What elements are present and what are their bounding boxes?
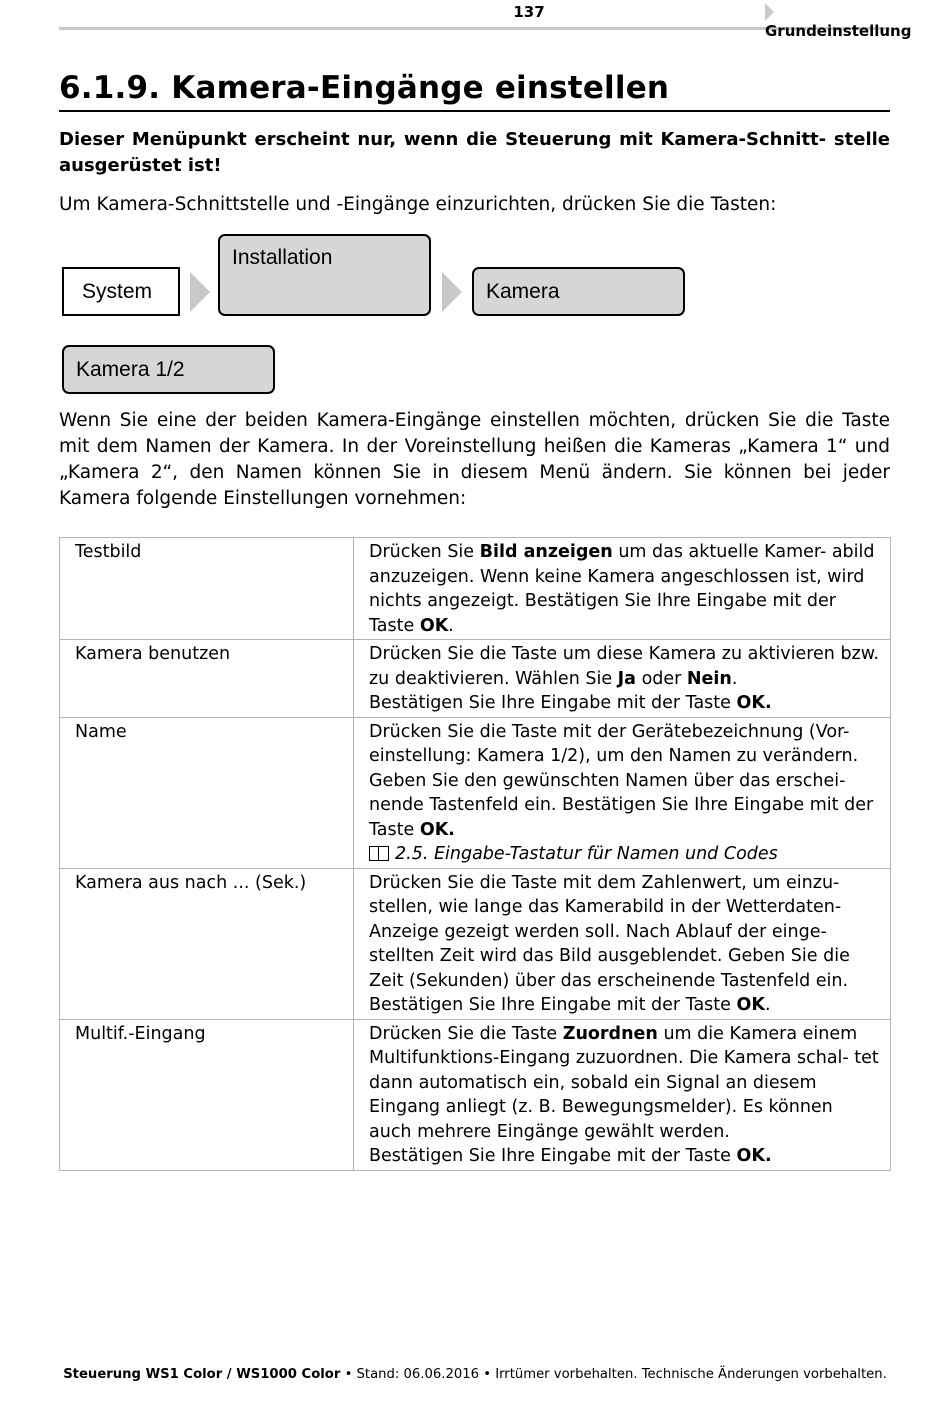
section-label xyxy=(765,3,911,40)
table-row xyxy=(60,538,891,640)
setting-label: Multif.-Eingang xyxy=(60,1019,354,1170)
setting-label: Kamera aus nach ... (Sek.) xyxy=(60,868,354,1019)
system-button-label: System xyxy=(82,280,153,303)
body-text: Wenn Sie eine der beiden Kamera-Eingänge einstellen möchten, drücken Sie die Taste mit dem Namen der Kamera. In der Voreinstellung heißen die Kameras „Kamera 1“ und „Kamera 2“, den Namen können Sie in diesem Menü ändern. Sie können bei jeder Kamera folgende Einstellungen vornehmen: xyxy=(59,410,890,509)
description-bold: Zuordnen xyxy=(562,1023,658,1044)
setting-label: Name xyxy=(60,717,354,868)
description-text: Drücken Sie die Taste mit dem Zahlenwert, um einzu- stellen, wie lange das Kamerabild in der Wetterdaten- Anzeige gezeigt werden soll. Nach Ablauf der einge- stellten Zeit wird das Bild ausgeblendet. Geben Sie die Zeit (Sekunden) über das erscheinende Tastenfeld ein. Bestätigen Sie Ihre Eingabe mit der Taste xyxy=(369,872,850,1015)
kamera-1-2-button-label: Kamera 1/2 xyxy=(76,358,185,381)
cross-reference xyxy=(369,844,778,864)
installation-button-label: Installation xyxy=(232,246,333,269)
description-text: oder xyxy=(636,668,687,689)
setting-description xyxy=(354,640,891,718)
arrow-right-icon xyxy=(442,272,462,312)
description-bold: Bild anzeigen xyxy=(479,542,613,562)
kamera-1-2-button xyxy=(62,345,275,394)
description-text: Bestätigen Sie Ihre Eingabe mit der Taste xyxy=(369,1146,737,1166)
system-button xyxy=(62,267,180,316)
kamera-button-label: Kamera xyxy=(486,280,560,303)
setting-label: Kamera benutzen xyxy=(60,640,354,718)
page-footer xyxy=(0,1367,950,1382)
setting-description xyxy=(354,1019,891,1170)
page-number: 137 xyxy=(513,3,545,21)
table-row xyxy=(60,640,891,718)
description-text: Drücken Sie die Taste xyxy=(369,1023,563,1044)
description-text: . xyxy=(764,995,771,1015)
footer-product: Steuerung WS1 Color / WS1000 Color xyxy=(63,1367,341,1382)
description-text: um die Kamera einem Multifunktions-Eingang zuzuordnen. Die Kamera schal- tet dann automatisch ein, sobald ein Signal an diesem Eingang anliegt (z. B. Bewegungsmelder). Es können auch mehrere Eingänge gewählt werden. xyxy=(369,1023,879,1142)
intro-text: Um Kamera-Schnittstelle und -Eingänge einzurichten, drücken Sie die Tasten: xyxy=(59,194,777,215)
reference-text: 2.5. Eingabe-Tastatur für Namen und Codes xyxy=(395,844,778,864)
description-bold: Nein xyxy=(686,668,732,689)
description-bold: OK. xyxy=(736,693,772,713)
description-bold: OK xyxy=(736,995,765,1015)
description-text: Drücken Sie die Taste um diese Kamera zu aktivieren bzw. zu deaktivieren. Wählen Sie xyxy=(369,644,880,689)
installation-button xyxy=(218,234,431,316)
description-text: . xyxy=(731,668,738,689)
setting-description xyxy=(354,717,891,868)
table-row xyxy=(60,868,891,1019)
description-bold: OK. xyxy=(736,1146,772,1166)
description-bold: OK xyxy=(419,615,449,636)
setting-description xyxy=(354,868,891,1019)
section-title: Grundeinstellung xyxy=(765,22,912,40)
table-row xyxy=(60,717,891,868)
kamera-button xyxy=(472,267,685,316)
triangle-right-icon xyxy=(765,3,774,21)
page-header xyxy=(59,0,912,40)
description-text: . xyxy=(448,615,454,636)
table-row xyxy=(60,1019,891,1170)
settings-table xyxy=(59,537,891,1171)
description-text: Drücken Sie die Taste mit der Gerätebezeichnung (Vor- einstellung: Kamera 1/2), um den Namen zu verändern. Geben Sie den gewünschten Namen über das erschei- nende Tastenfeld ein. Bestätigen Sie Ihre Eingabe mit der Taste xyxy=(369,721,874,840)
book-icon xyxy=(369,846,389,861)
notice-text: Dieser Menüpunkt erscheint nur, wenn die Steuerung mit Kamera-Schnitt- stelle ausgerüstet ist! xyxy=(59,129,890,176)
chapter-title: 6.1.9. Kamera-Eingänge einstellen xyxy=(59,70,890,112)
description-text: um das aktuelle Kamer- abild anzuzeigen. Wenn keine Kamera angeschlossen ist, wird nichts angezeigt. Bestätigen Sie Ihre Eingabe mit der Taste xyxy=(369,542,875,636)
description-bold: OK. xyxy=(419,819,455,840)
description-bold: Ja xyxy=(617,668,636,689)
arrow-right-icon xyxy=(190,272,210,312)
setting-description xyxy=(354,538,891,640)
description-text: Drücken Sie xyxy=(369,542,480,562)
footer-text: • Stand: 06.06.2016 • Irrtümer vorbehalten. Technische Änderungen vorbehalten. xyxy=(340,1367,887,1382)
description-text: Bestätigen Sie Ihre Eingabe mit der Taste xyxy=(369,693,737,713)
setting-label: Testbild xyxy=(60,538,354,640)
